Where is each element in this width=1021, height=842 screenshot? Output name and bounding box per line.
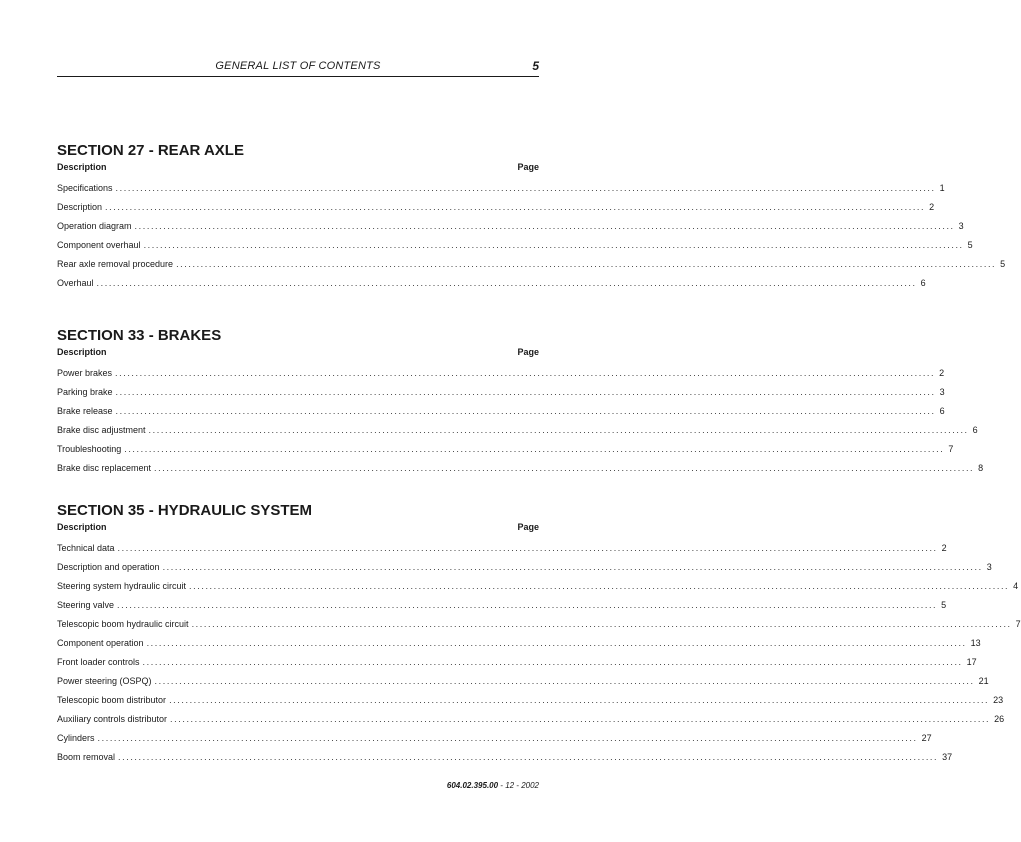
column-header-page: Page <box>517 347 539 357</box>
list-item[interactable] <box>57 562 992 581</box>
entry-page: 2 <box>939 368 945 378</box>
dot-leader: ........................................................................................................................................................................................................ <box>117 600 938 610</box>
entry-label: Auxiliary controls distributor <box>57 714 168 724</box>
dot-leader: ........................................................................................................................................................................................................ <box>115 387 936 397</box>
section-title: SECTION 33 - BRAKES <box>57 327 222 344</box>
list-item[interactable] <box>57 463 984 482</box>
list-item[interactable] <box>57 676 989 695</box>
entry-page: 6 <box>939 406 945 416</box>
entry-page: 26 <box>994 714 1005 724</box>
list-item[interactable] <box>57 202 935 221</box>
list-item[interactable] <box>57 714 1005 733</box>
entry-page: 6 <box>920 278 926 288</box>
entry-label: Cylinders <box>57 733 95 743</box>
entry-label: Component operation <box>57 638 144 648</box>
entry-page: 13 <box>970 638 981 648</box>
column-header-description: Description <box>57 347 107 357</box>
entry-label: Troubleshooting <box>57 444 122 454</box>
list-item[interactable] <box>57 425 978 444</box>
list-item[interactable] <box>57 259 1006 278</box>
section-2 <box>57 500 1021 771</box>
entry-label: Description <box>57 202 103 212</box>
dot-leader: ........................................................................................................................................................................................................ <box>134 221 955 231</box>
dot-leader: ........................................................................................................................................................................................................ <box>154 463 975 473</box>
entry-label: Telescopic boom hydraulic circuit <box>57 619 189 629</box>
section-0 <box>57 140 1006 297</box>
document-title: GENERAL LIST OF CONTENTS <box>215 60 381 72</box>
entry-label: Technical data <box>57 543 115 553</box>
column-headers <box>57 522 539 540</box>
entry-page: 8 <box>978 463 984 473</box>
entry-label: Operation diagram <box>57 221 132 231</box>
section-title: SECTION 35 - HYDRAULIC SYSTEM <box>57 502 313 519</box>
list-item[interactable] <box>57 368 945 387</box>
entry-page: 17 <box>966 657 977 667</box>
dot-leader: ........................................................................................................................................................................................................ <box>105 202 926 212</box>
column-headers <box>57 162 539 180</box>
entry-label: Overhaul <box>57 278 94 288</box>
document-code: 604.02.395.00 <box>446 781 499 790</box>
entry-page: 7 <box>1015 619 1021 629</box>
entry-label: Power steering (OSPQ) <box>57 676 152 686</box>
dot-leader: ........................................................................................................................................................................................................ <box>189 581 1010 591</box>
list-item[interactable] <box>57 183 945 202</box>
dot-leader: ........................................................................................................................................................................................................ <box>191 619 1012 629</box>
dot-leader: ........................................................................................................................................................................................................ <box>117 543 938 553</box>
entry-page: 23 <box>993 695 1004 705</box>
column-header-description: Description <box>57 162 107 172</box>
list-item[interactable] <box>57 657 977 676</box>
entry-label: Parking brake <box>57 387 113 397</box>
entry-page: 3 <box>986 562 992 572</box>
dot-leader: ........................................................................................................................................................................................................ <box>148 425 969 435</box>
list-item[interactable] <box>57 240 973 259</box>
entry-label: Description and operation <box>57 562 160 572</box>
list-item[interactable] <box>57 695 1004 714</box>
entry-label: Power brakes <box>57 368 113 378</box>
list-item[interactable] <box>57 406 945 425</box>
entry-label: Steering valve <box>57 600 115 610</box>
dot-leader: ........................................................................................................................................................................................................ <box>142 657 963 667</box>
list-item[interactable] <box>57 581 1019 600</box>
entry-page: 5 <box>1000 259 1006 269</box>
entry-label: Front loader controls <box>57 657 140 667</box>
dot-leader: ........................................................................................................................................................................................................ <box>118 752 939 762</box>
page-header <box>57 60 539 76</box>
entry-page: 1 <box>939 183 945 193</box>
column-header-description: Description <box>57 522 107 532</box>
entry-label: Specifications <box>57 183 113 193</box>
column-header-page: Page <box>517 522 539 532</box>
entry-page: 5 <box>967 240 973 250</box>
list-item[interactable] <box>57 752 953 771</box>
entry-label: Brake disc adjustment <box>57 425 146 435</box>
dot-leader: ........................................................................................................................................................................................................ <box>115 183 936 193</box>
entry-label: Rear axle removal procedure <box>57 259 174 269</box>
list-item[interactable] <box>57 619 1021 638</box>
entry-page: 27 <box>921 733 932 743</box>
entry-page: 4 <box>1013 581 1019 591</box>
dot-leader: ........................................................................................................................................................................................................ <box>146 638 967 648</box>
entry-page: 37 <box>942 752 953 762</box>
column-headers <box>57 347 539 365</box>
dot-leader: ........................................................................................................................................................................................................ <box>154 676 975 686</box>
list-item[interactable] <box>57 638 981 657</box>
dot-leader: ........................................................................................................................................................................................................ <box>162 562 983 572</box>
entry-page: 3 <box>939 387 945 397</box>
dot-leader: ........................................................................................................................................................................................................ <box>124 444 945 454</box>
list-item[interactable] <box>57 278 926 297</box>
entry-label: Telescopic boom distributor <box>57 695 167 705</box>
entry-page: 6 <box>972 425 978 435</box>
page-footer <box>447 781 539 790</box>
dot-leader: ........................................................................................................................................................................................................ <box>97 733 918 743</box>
issue-date: 12 - 2002 <box>505 781 539 790</box>
entry-list <box>57 543 1021 771</box>
entry-label: Brake disc replacement <box>57 463 152 473</box>
entry-label: Steering system hydraulic circuit <box>57 581 187 591</box>
dot-leader: ........................................................................................................................................................................................................ <box>115 368 936 378</box>
dot-leader: ........................................................................................................................................................................................................ <box>169 695 990 705</box>
header-divider <box>57 76 539 77</box>
entry-page: 2 <box>941 543 947 553</box>
list-item[interactable] <box>57 444 954 463</box>
entry-list <box>57 183 1006 297</box>
entry-page: 2 <box>929 202 935 212</box>
list-item[interactable] <box>57 543 947 562</box>
dot-leader: ........................................................................................................................................................................................................ <box>115 406 936 416</box>
dot-leader: ........................................................................................................................................................................................................ <box>176 259 997 269</box>
list-item[interactable] <box>57 733 932 752</box>
entry-page: 7 <box>948 444 954 454</box>
entry-list <box>57 368 984 482</box>
dot-leader: ........................................................................................................................................................................................................ <box>96 278 917 288</box>
column-header-page: Page <box>517 162 539 172</box>
page-number: 5 <box>532 59 539 73</box>
entry-label: Component overhaul <box>57 240 141 250</box>
dot-leader: ........................................................................................................................................................................................................ <box>170 714 991 724</box>
entry-page: 3 <box>958 221 964 231</box>
entry-label: Brake release <box>57 406 113 416</box>
list-item[interactable] <box>57 221 964 240</box>
dot-leader: ........................................................................................................................................................................................................ <box>143 240 964 250</box>
list-item[interactable] <box>57 387 945 406</box>
section-title: SECTION 27 - REAR AXLE <box>57 142 244 159</box>
entry-page: 5 <box>941 600 947 610</box>
section-1 <box>57 325 984 482</box>
footer-separator: - <box>498 781 506 790</box>
list-item[interactable] <box>57 600 947 619</box>
entry-label: Boom removal <box>57 752 116 762</box>
entry-page: 21 <box>978 676 989 686</box>
